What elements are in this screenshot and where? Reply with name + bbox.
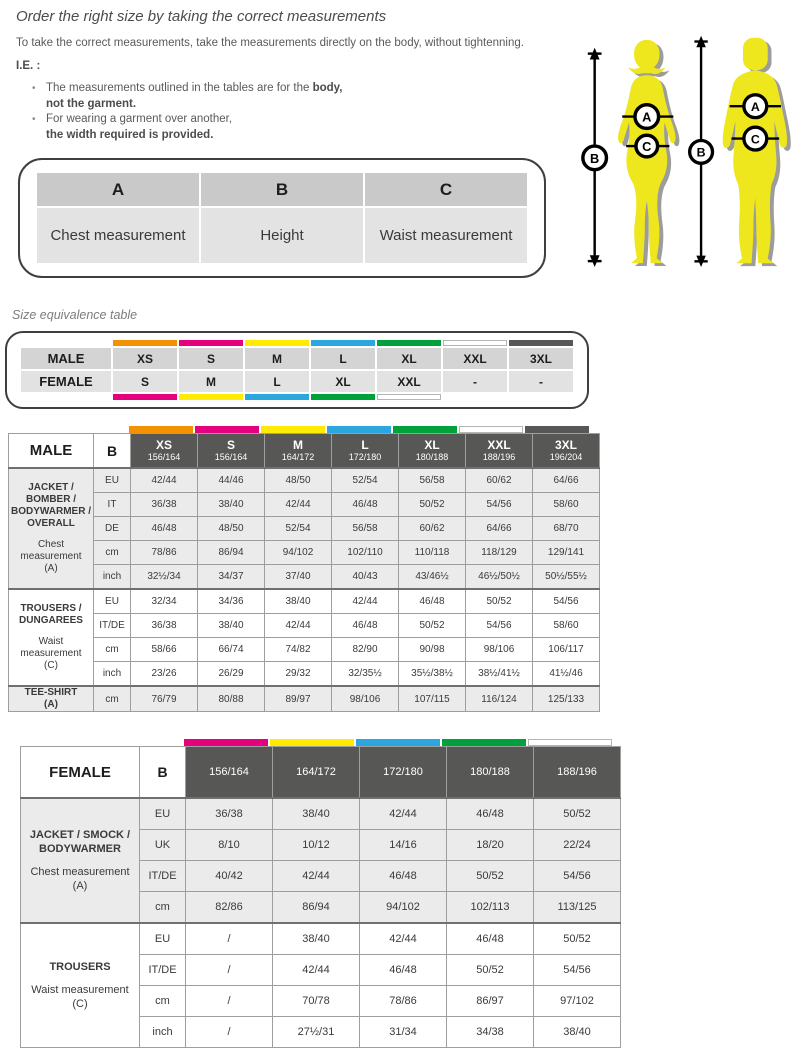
size-value: 38/40 <box>273 923 360 955</box>
size-value: 38/40 <box>198 614 265 638</box>
spacer <box>21 394 111 400</box>
size-value: 86/94 <box>273 892 360 924</box>
unit-label: EU <box>94 468 131 493</box>
equivalence-grid <box>21 340 573 400</box>
unit-label: IT/DE <box>140 955 186 986</box>
size-value: / <box>186 923 273 955</box>
size-color-bars <box>184 739 800 746</box>
size-value: 82/90 <box>332 638 399 662</box>
height-range: 180/188 <box>415 451 449 462</box>
size-column-header <box>399 434 466 469</box>
size-value: 50/52 <box>447 955 534 986</box>
measurement-legend-grid <box>37 173 527 263</box>
size-value: 40/43 <box>332 565 399 590</box>
size-label: XL <box>424 437 440 452</box>
legend-label-waist: Waist measurement <box>365 208 527 263</box>
size-value: 42/44 <box>265 614 332 638</box>
size-value: 22/24 <box>534 830 621 861</box>
group-sub-line: (A) <box>44 563 58 574</box>
unit-label: cm <box>94 541 131 565</box>
male-size-cell: XL <box>377 348 441 369</box>
height-range: 156/164 <box>147 451 181 462</box>
size-value: 42/44 <box>131 468 198 493</box>
size-value: 110/118 <box>399 541 466 565</box>
group-label <box>21 798 140 923</box>
female-figure <box>582 32 686 268</box>
size-value: 26/29 <box>198 662 265 687</box>
size-column-header <box>198 434 265 469</box>
b-column-header: B <box>94 434 131 469</box>
height-range: 188/196 <box>557 765 597 778</box>
size-color-bar <box>245 340 309 346</box>
size-value: 44/46 <box>198 468 265 493</box>
size-color-bar <box>270 739 354 746</box>
size-value: 41½/46 <box>533 662 600 687</box>
size-column-header <box>533 434 600 469</box>
size-value: 36/38 <box>131 614 198 638</box>
unit-label: IT/DE <box>140 861 186 892</box>
size-value: 32½/34 <box>131 565 198 590</box>
size-color-bar <box>184 739 268 746</box>
size-value: 42/44 <box>360 798 447 830</box>
size-value: 56/58 <box>332 517 399 541</box>
size-label: 3XL <box>554 437 577 452</box>
female-size-cell: - <box>509 371 573 392</box>
female-measurements-table <box>20 746 621 1048</box>
size-color-bar <box>377 340 441 346</box>
bullet-text: The measurements outlined in the tables are for the <box>46 82 313 94</box>
size-color-bar <box>393 426 457 433</box>
unit-label: EU <box>140 923 186 955</box>
size-value: 46/48 <box>131 517 198 541</box>
height-range: 180/188 <box>470 765 510 778</box>
bullet-text: For wearing a garment over another, <box>46 113 233 125</box>
group-label <box>21 923 140 1048</box>
group-name-line: (A) <box>44 699 58 710</box>
size-color-bar <box>525 426 589 433</box>
size-value: 86/94 <box>198 541 265 565</box>
size-value: 97/102 <box>534 986 621 1017</box>
legend-header-a: A <box>37 173 199 206</box>
size-label: L <box>361 437 369 452</box>
unit-label: inch <box>94 662 131 687</box>
size-label: XXL <box>487 437 511 452</box>
group-sub-line: Waist measurement <box>20 636 82 659</box>
group-label <box>9 686 94 712</box>
size-value: 14/16 <box>360 830 447 861</box>
unit-label: EU <box>94 589 131 614</box>
size-value: 90/98 <box>399 638 466 662</box>
size-value: 98/106 <box>466 638 533 662</box>
size-value: 48/50 <box>265 468 332 493</box>
female-size-cell: M <box>179 371 243 392</box>
size-value: 50/52 <box>534 798 621 830</box>
height-range: 156/164 <box>209 765 249 778</box>
size-value: 37/40 <box>265 565 332 590</box>
size-value: / <box>186 986 273 1017</box>
size-value: 40/42 <box>186 861 273 892</box>
size-value: 56/58 <box>399 468 466 493</box>
male-size-cell: XS <box>113 348 177 369</box>
bullet-text: not the garment. <box>46 97 137 110</box>
legend-header-c: C <box>365 173 527 206</box>
size-value: 94/102 <box>265 541 332 565</box>
size-value: 46/48 <box>447 923 534 955</box>
size-value: 98/106 <box>332 686 399 712</box>
size-value: 60/62 <box>399 517 466 541</box>
size-color-bar <box>113 394 177 400</box>
size-value: 18/20 <box>447 830 534 861</box>
unit-label: DE <box>94 517 131 541</box>
legend-label-height: Height <box>201 208 363 263</box>
marker-c-letter: C <box>750 132 760 147</box>
b-column-header: B <box>140 747 186 799</box>
group-name-line: JACKET / BOMBER / <box>26 482 76 505</box>
ie-label: I.E. : <box>16 60 41 72</box>
size-value: 42/44 <box>273 861 360 892</box>
size-value: 31/34 <box>360 1017 447 1048</box>
size-label: M <box>293 437 303 452</box>
unit-label: cm <box>140 986 186 1017</box>
male-size-cell: XXL <box>443 348 507 369</box>
size-value: 50/52 <box>534 923 621 955</box>
female-row-label: FEMALE <box>21 371 111 392</box>
marker-b-letter: B <box>696 145 706 160</box>
size-label: XS <box>155 437 172 452</box>
size-value: 118/129 <box>466 541 533 565</box>
group-sub-line: Chest measurement <box>20 539 82 562</box>
height-range: 172/180 <box>348 451 382 462</box>
size-column-header <box>265 434 332 469</box>
size-value: 129/141 <box>533 541 600 565</box>
group-name-line: TROUSERS <box>49 961 111 973</box>
group-name-line: DUNGAREES <box>19 615 83 626</box>
group-sub-line: Waist measurement <box>31 984 129 996</box>
size-value: 38/40 <box>273 798 360 830</box>
marker-a-letter: A <box>642 109 652 125</box>
size-value: 54/56 <box>534 955 621 986</box>
size-color-bar <box>179 394 243 400</box>
size-column-header <box>186 747 273 799</box>
unit-label: IT <box>94 493 131 517</box>
female-size-table <box>20 739 800 1048</box>
size-value: 38/40 <box>198 493 265 517</box>
size-color-bar <box>113 340 177 346</box>
size-value: 34/37 <box>198 565 265 590</box>
unit-label: IT/DE <box>94 614 131 638</box>
group-sub-label <box>9 539 93 575</box>
size-color-bar <box>443 394 507 400</box>
legend-label-chest: Chest measurement <box>37 208 199 263</box>
size-value: 106/117 <box>533 638 600 662</box>
size-label: S <box>226 437 235 452</box>
size-value: 70/78 <box>273 986 360 1017</box>
size-value: 74/82 <box>265 638 332 662</box>
size-value: 42/44 <box>360 923 447 955</box>
equivalence-box <box>5 331 589 409</box>
size-value: 32/35½ <box>332 662 399 687</box>
size-value: 50/52 <box>447 861 534 892</box>
size-value: 50/52 <box>399 493 466 517</box>
size-value: 34/38 <box>447 1017 534 1048</box>
male-table-title: MALE <box>9 434 94 469</box>
height-range: 156/164 <box>214 451 248 462</box>
height-range: 164/172 <box>281 451 315 462</box>
size-color-bar <box>195 426 259 433</box>
size-column-header <box>131 434 198 469</box>
size-column-header <box>273 747 360 799</box>
size-value: 107/115 <box>399 686 466 712</box>
male-size-cell: L <box>311 348 375 369</box>
group-name-line: TEE-SHIRT <box>24 687 78 698</box>
height-range: 188/196 <box>482 451 516 462</box>
size-value: 58/60 <box>533 493 600 517</box>
marker-b-letter: B <box>590 150 600 166</box>
intro-paragraph: To take the correct measurements, take the measurements directly on the body, without tightenning. <box>16 37 524 49</box>
size-value: 102/110 <box>332 541 399 565</box>
measurement-legend-box <box>18 158 546 278</box>
size-color-bar <box>509 394 573 400</box>
female-size-cell: XL <box>311 371 375 392</box>
size-value: 46/48 <box>399 589 466 614</box>
legend-header-b: B <box>201 173 363 206</box>
measurement-figures <box>582 32 796 268</box>
size-value: 125/133 <box>533 686 600 712</box>
size-value: 46/48 <box>360 955 447 986</box>
bullet-text-bold: the width required is provided. <box>46 128 214 141</box>
size-value: 8/10 <box>186 830 273 861</box>
size-value: 60/62 <box>466 468 533 493</box>
size-value: 34/36 <box>198 589 265 614</box>
size-value: 54/56 <box>533 589 600 614</box>
female-size-cell: L <box>245 371 309 392</box>
group-name-line: OVERALL <box>27 518 75 529</box>
group-sub-label <box>9 636 93 672</box>
group-name-line: BODYWARMER <box>39 843 121 855</box>
height-range: 164/172 <box>296 765 336 778</box>
size-value: 64/66 <box>466 517 533 541</box>
group-sub-label <box>21 983 139 1011</box>
female-size-cell: S <box>113 371 177 392</box>
size-value: 36/38 <box>131 493 198 517</box>
female-size-cell: XXL <box>377 371 441 392</box>
size-value: 46/48 <box>447 798 534 830</box>
size-color-bar <box>528 739 612 746</box>
marker-c-letter: C <box>642 138 652 154</box>
size-value: 46/48 <box>332 493 399 517</box>
size-value: 27½/31 <box>273 1017 360 1048</box>
size-value: / <box>186 1017 273 1048</box>
size-value: / <box>186 955 273 986</box>
size-value: 38½/41½ <box>466 662 533 687</box>
size-color-bar <box>311 394 375 400</box>
size-color-bar <box>356 739 440 746</box>
size-value: 54/56 <box>466 614 533 638</box>
size-color-bar <box>261 426 325 433</box>
size-color-bar <box>327 426 391 433</box>
unit-label: cm <box>94 638 131 662</box>
size-value: 42/44 <box>332 589 399 614</box>
size-value: 50/52 <box>466 589 533 614</box>
size-column-header <box>466 434 533 469</box>
male-measurements-table <box>8 433 600 712</box>
size-value: 86/97 <box>447 986 534 1017</box>
size-value: 29/32 <box>265 662 332 687</box>
size-value: 48/50 <box>198 517 265 541</box>
size-value: 38/40 <box>534 1017 621 1048</box>
size-value: 113/125 <box>534 892 621 924</box>
size-value: 82/86 <box>186 892 273 924</box>
male-figure <box>688 32 796 268</box>
size-value: 68/70 <box>533 517 600 541</box>
size-color-bar <box>311 340 375 346</box>
size-value: 64/66 <box>533 468 600 493</box>
group-sub-line: (C) <box>44 660 58 671</box>
male-size-cell: 3XL <box>509 348 573 369</box>
size-value: 52/54 <box>332 468 399 493</box>
size-value: 36/38 <box>186 798 273 830</box>
unit-label: inch <box>94 565 131 590</box>
male-row-label: MALE <box>21 348 111 369</box>
size-value: 78/86 <box>131 541 198 565</box>
male-size-cell: S <box>179 348 243 369</box>
size-value: 66/74 <box>198 638 265 662</box>
size-color-bars <box>129 426 800 433</box>
size-value: 58/60 <box>533 614 600 638</box>
group-sub-line: (C) <box>72 998 88 1010</box>
size-value: 10/12 <box>273 830 360 861</box>
size-value: 94/102 <box>360 892 447 924</box>
group-name-line: JACKET / SMOCK / <box>29 829 131 841</box>
group-label <box>9 589 94 686</box>
spacer <box>21 340 111 346</box>
size-color-bar <box>443 340 507 346</box>
size-value: 52/54 <box>265 517 332 541</box>
size-value: 46/48 <box>332 614 399 638</box>
size-value: 43/46½ <box>399 565 466 590</box>
height-range: 196/204 <box>549 451 583 462</box>
size-color-bar <box>459 426 523 433</box>
size-value: 116/124 <box>466 686 533 712</box>
size-column-header <box>447 747 534 799</box>
male-size-table <box>8 426 800 712</box>
size-value: 32/34 <box>131 589 198 614</box>
size-value: 78/86 <box>360 986 447 1017</box>
size-value: 50½/55½ <box>533 565 600 590</box>
size-color-bar <box>377 394 441 400</box>
group-name-line: TROUSERS / <box>20 603 82 614</box>
group-name-line: BODYWARMER / <box>11 506 91 517</box>
size-value: 89/97 <box>265 686 332 712</box>
size-value: 54/56 <box>534 861 621 892</box>
size-column-header <box>534 747 621 799</box>
size-color-bar <box>129 426 193 433</box>
unit-label: cm <box>140 892 186 924</box>
size-value: 102/113 <box>447 892 534 924</box>
size-column-header <box>360 747 447 799</box>
size-value: 76/79 <box>131 686 198 712</box>
bullet-text-bold: body, <box>312 82 343 94</box>
size-value: 46/48 <box>360 861 447 892</box>
size-value: 80/88 <box>198 686 265 712</box>
equivalence-heading: Size equivalence table <box>12 308 138 322</box>
female-size-cell: - <box>443 371 507 392</box>
size-value: 35½/38½ <box>399 662 466 687</box>
unit-label: EU <box>140 798 186 830</box>
size-value: 23/26 <box>131 662 198 687</box>
group-sub-line: (A) <box>72 880 88 892</box>
group-sub-line: Chest measurement <box>30 866 130 878</box>
size-color-bar <box>245 394 309 400</box>
unit-label: cm <box>94 686 131 712</box>
size-color-bar <box>509 340 573 346</box>
unit-label: UK <box>140 830 186 861</box>
female-table-title: FEMALE <box>21 747 140 799</box>
group-label <box>9 468 94 589</box>
size-value: 42/44 <box>265 493 332 517</box>
unit-label: inch <box>140 1017 186 1048</box>
size-color-bar <box>179 340 243 346</box>
male-size-cell: M <box>245 348 309 369</box>
group-sub-label <box>21 865 139 893</box>
size-value: 54/56 <box>466 493 533 517</box>
size-value: 58/66 <box>131 638 198 662</box>
size-value: 46½/50½ <box>466 565 533 590</box>
size-value: 42/44 <box>273 955 360 986</box>
size-column-header <box>332 434 399 469</box>
height-range: 172/180 <box>383 765 423 778</box>
marker-a-letter: A <box>750 99 760 114</box>
size-value: 50/52 <box>399 614 466 638</box>
page-title: Order the right size by taking the correct measurements <box>16 8 387 25</box>
size-color-bar <box>442 739 526 746</box>
size-value: 38/40 <box>265 589 332 614</box>
